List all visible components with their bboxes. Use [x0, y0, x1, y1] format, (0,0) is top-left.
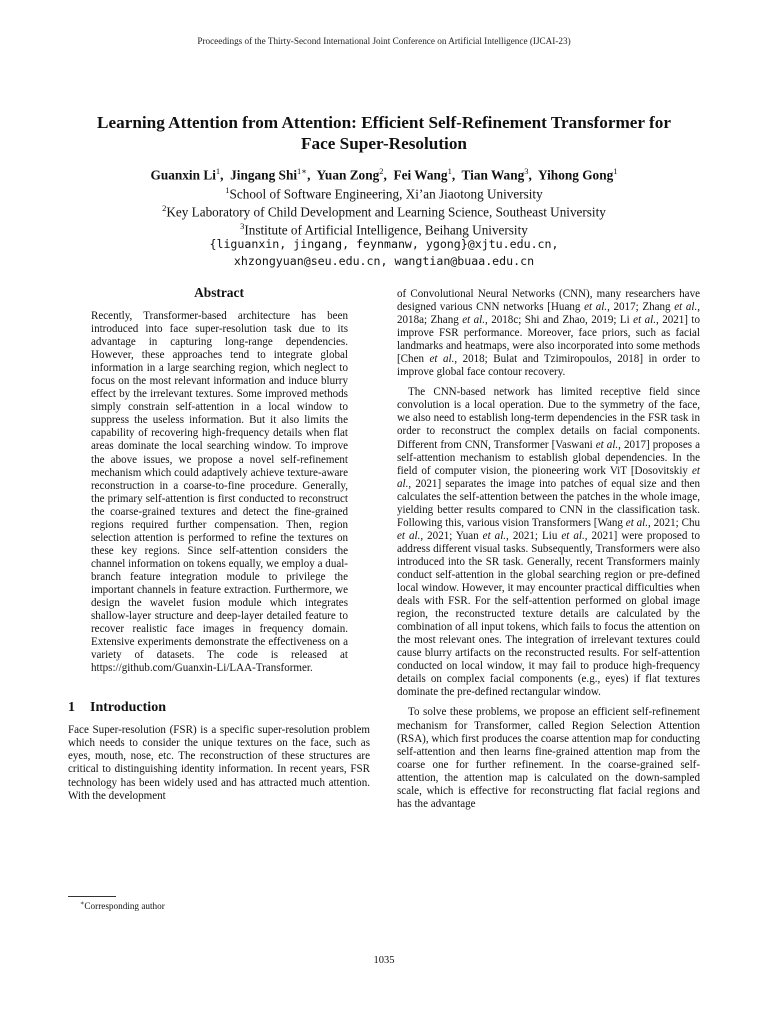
author-affiliation-mark: 1	[447, 166, 452, 176]
affiliation-mark: 1	[225, 185, 230, 195]
right-column-paragraph-2: The CNN-based network has limited receptive field since convolution is a local operation. Due to the symmetry of the face, we also need to establish long-term dependencies in the FSR task in order to reconstruct the complex details on facial components. Different from CNN, Transformer [Vaswani et al., 2017] proposes a self-attention mechanism to establish global dependencies. In the field of computer vision, the pioneering work ViT [Dosovitskiy et al., 2021] separates the image into patches of equal size and then calculates the self-attention between the patches in the whole image, yielding better results compared to CNN in the classification task. Following this, various vision Transformers [Wang et al., 2021; Chu et al., 2021; Yuan et al., 2021; Liu et al., 2021] were proposed to address different visual tasks. Subsequently, Transformers were also introduced into the SR task. Generally, recent Transformers mainly conduct self-attention in the global searching region or pre-defined local window. However, it may encounter practical difficulties when deals with FSR. For the self-attention performed on global image region, the reconstructed texture details are calculated by the combination of all input tokens, which fails to focus the attention on the most relevant ones. The integration of irrelevant textures could cause blurry artifacts on the reconstructed results. For self-attention conducted on local window, it may fail to produce high-frequency details on complex facial components (e.g., eyes) if flat textures dominate the pre-defined rectangular window.	[397, 386, 700, 699]
paper-title-line-1: Learning Attention from Attention: Efficient Self-Refinement Transformer for	[97, 113, 671, 132]
section-number: 1	[68, 700, 75, 716]
author-affiliation-mark: 1	[215, 166, 221, 176]
footnote-text: Corresponding author	[84, 901, 165, 912]
right-column	[397, 288, 700, 811]
author-affiliation-mark: 2	[379, 166, 384, 176]
author-emails-line-1: {liguanxin, jingang, feynmanw, ygong}@xjtu.edu.cn,	[209, 237, 559, 251]
author-name: Jingang Shi	[230, 167, 298, 183]
paper-title	[60, 112, 708, 154]
footnote-divider	[68, 896, 116, 897]
author-name: Tian Wang	[461, 167, 525, 183]
abstract-heading: Abstract	[194, 285, 244, 300]
author-emails-line-2: xhzongyuan@seu.edu.cn, wangtian@buaa.edu.cn	[233, 254, 535, 268]
corresponding-author-footnote	[80, 898, 165, 912]
author-name: Fei Wang	[393, 167, 448, 183]
running-head: Proceedings of the Thirty-Second International Joint Conference on Artificial Intelligence (IJCAI-23)	[197, 36, 571, 46]
left-column	[68, 285, 370, 803]
author-affiliation-mark: 1	[613, 166, 618, 176]
right-column-paragraph-3: To solve these problems, we propose an efficient self-refinement mechanism for Transformer, called Region Selection Attention (RSA), which first produces the coarse attention map for conducting self-attention and then learns fine-grained attention map from the coarse one for further refinement. In the coarse-grained self-attention, the attention map is calculated on the down-sampled scale, which is effective for reconstructing flat facial regions and has the advantage	[397, 706, 700, 810]
section-title: Introduction	[90, 700, 166, 716]
author-affiliation-mark: 1∗	[297, 166, 308, 176]
introduction-paragraph-1: Face Super-resolution (FSR) is a specific super-resolution problem which needs to consider the unique textures on the face, such as eyes, mouth, nose, etc. The reconstruction of these structures are critical to distinguishing identity information. In recent years, FSR technology has been widely used and has attracted much attention. With the development	[68, 724, 370, 802]
author-affiliation-mark: 3	[524, 166, 529, 176]
paper-title-line-2: Face Super-Resolution	[301, 134, 467, 153]
author-name: Yuan Zong	[316, 167, 380, 183]
author-name: Guanxin Li	[150, 167, 216, 183]
author-list: Guanxin Li$^1$, Jingang Shi$^{1∗}$, Yuan Zong$^2$, Fei Wang$^1$, Tian Wang$^3$, Yihong Gong$^1$	[150, 166, 618, 183]
abstract-text: Recently, Transformer-based architecture has been introduced into face super-resolution task due to its advantage in capturing long-range dependencies. However, these approaches tend to integrate global information in a large searching region, which neglect to focus on the most relevant information and induce blurry effect by the irrelevant textures. Some improved methods simply constrain self-attention in a local window to suppress the useless information. But it also limits the capability of recovering high-frequency details when flat areas dominate the local searching window. To improve the above issues, we propose a novel self-refinement mechanism which could adaptively achieve texture-aware reconstruction in a coarse-to-fine procedure. Generally, the primary self-attention is first conducted to reconstruct the coarse-grained textures and detect the fine-grained regions required further compensation. Then, region selection attention is performed to refine the textures on these key regions. Since self-attention considers the channel information on tokens equally, we employ a dual-branch feature integration module to privilege the important channels in feature extraction. Furthermore, we design the wavelet fusion module which integrates shallow-layer structure and deep-layer detailed feature to recover realistic face images in frequency domain. Extensive experiments demonstrate the effectiveness on a variety of datasets. The code is released at https://github.com/Guanxin-Li/LAA-Transformer.	[91, 310, 348, 675]
affiliation-text: Key Laboratory of Child Development and Learning Science, Southeast University	[166, 204, 606, 220]
page-number: 1035	[373, 955, 395, 966]
affiliation-mark: 3	[240, 221, 245, 231]
footnote-marker: ∗	[80, 900, 85, 907]
affiliation-text: School of Software Engineering, Xi’an Jiaotong University	[229, 186, 543, 202]
author-name: Yihong Gong	[538, 167, 614, 183]
section-heading-introduction	[68, 700, 370, 716]
affiliation-mark: 2	[162, 203, 167, 213]
right-column-paragraph-1: of Convolutional Neural Networks (CNN), many researchers have designed various CNN networks [Huang et al., 2017; Zhang et al., 2018a; Zhang et al., 2018c; Shi and Zhao, 2019; Li et al., 2021] to improve FSR performance. Moreover, face priors, such as facial landmarks and heatmaps, were also incorporated into some methods [Chen et al., 2018; Bulat and Tzimiropoulos, 2018] in order to improve global face contour recovery.	[397, 288, 701, 379]
affiliation-text: Institute of Artificial Intelligence, Beihang University	[244, 222, 528, 238]
